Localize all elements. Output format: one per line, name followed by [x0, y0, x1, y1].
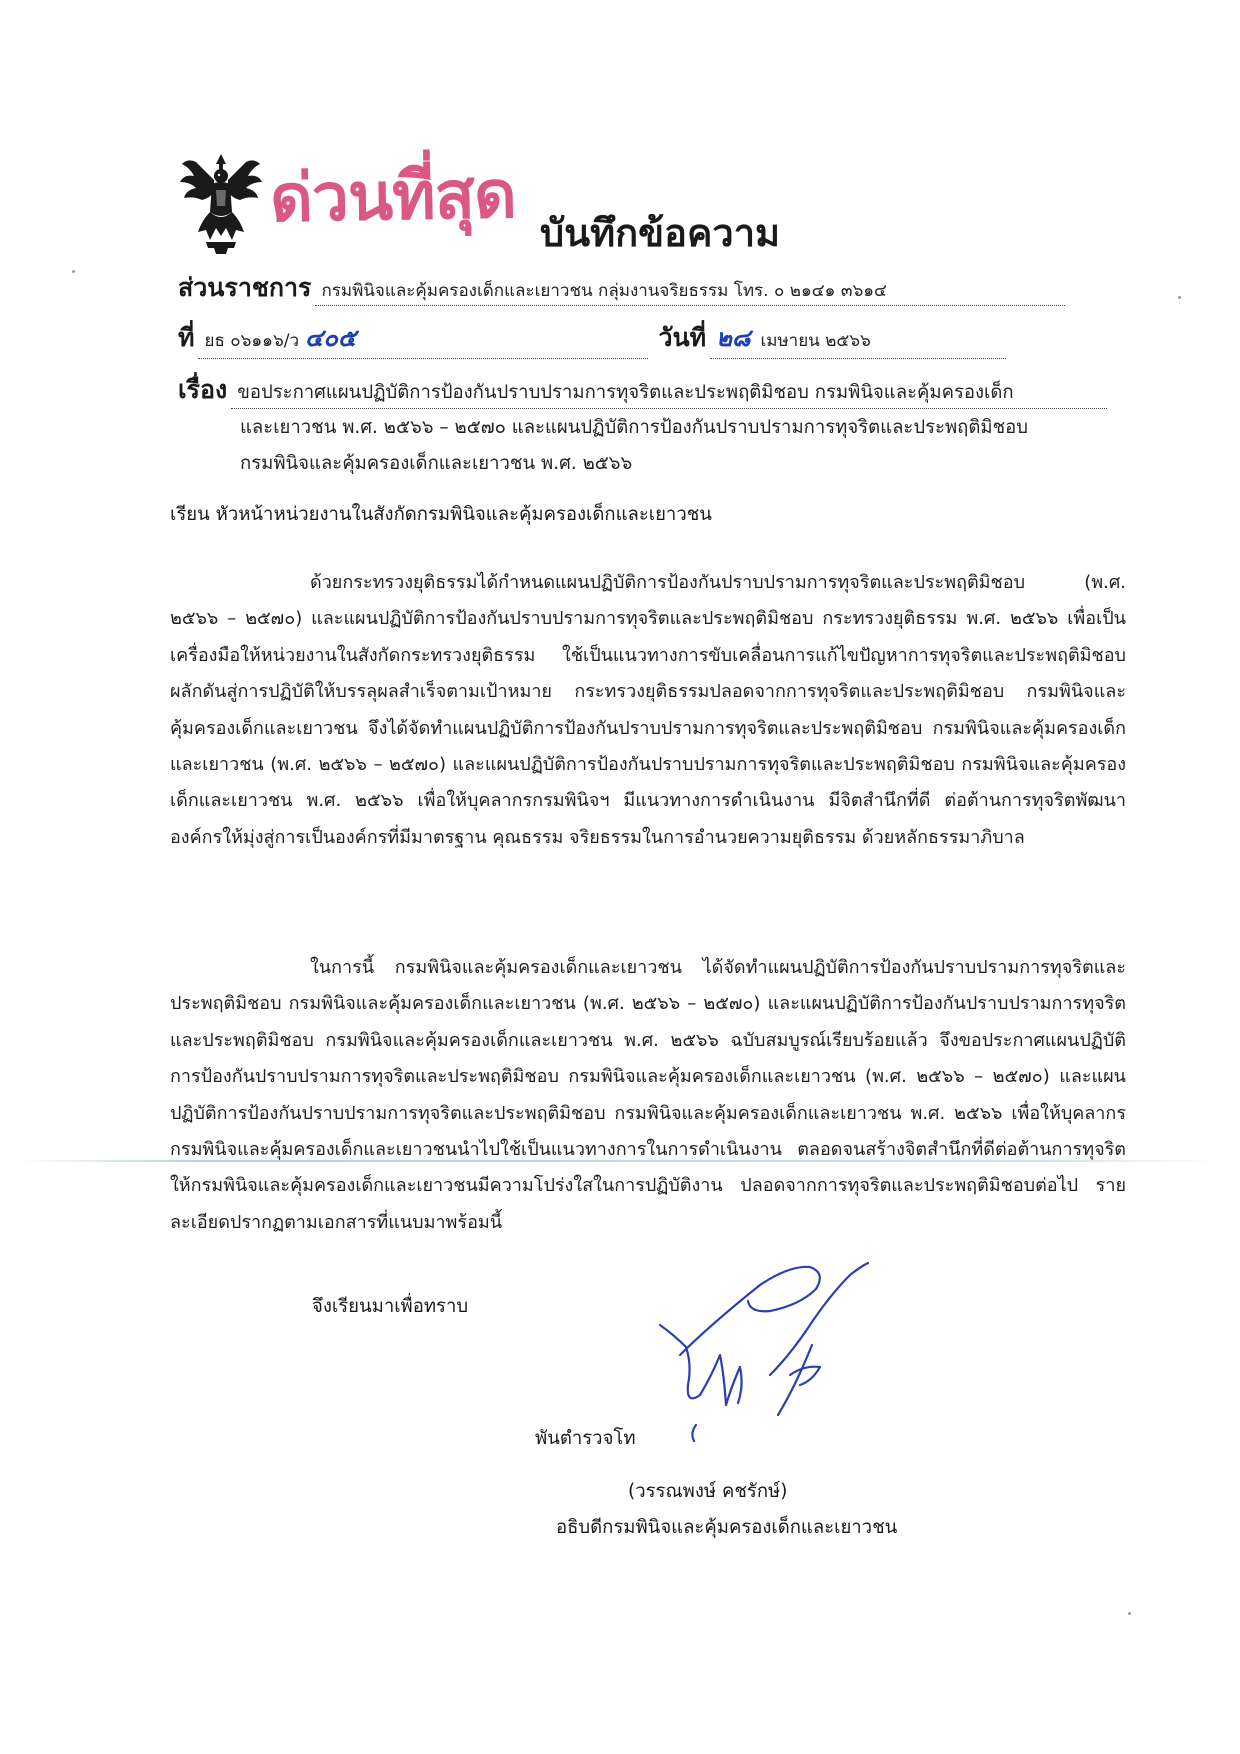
- subject-line-1: ขอประกาศแผนปฏิบัติการป้องกันปราบปรามการทุจริตและประพฤติมิชอบ กรมพินิจและคุ้มครองเด็ก: [231, 378, 1107, 409]
- number-value: ยธ ๐๖๑๑๖/ว: [204, 331, 300, 351]
- date-day-handwritten: ๒๘: [716, 323, 751, 352]
- closing-line: จึงเรียนมาเพื่อทราบ: [312, 1296, 469, 1317]
- garuda-emblem-icon: [176, 150, 266, 256]
- number-label: ที่: [178, 323, 195, 352]
- number-field: [198, 318, 648, 359]
- memo-title: บันทึกข้อความ: [540, 211, 781, 255]
- date-label: วันที่: [658, 323, 707, 352]
- subject-label: เรื่อง: [178, 375, 228, 404]
- date-rest: เมษายน ๒๕๖๖: [760, 331, 871, 351]
- number-date-row: [178, 318, 1006, 359]
- agency-row: [178, 268, 1065, 308]
- subject-line-2: และเยาวชน พ.ศ. ๒๕๖๖ – ๒๕๗๐ และแผนปฏิบัติการป้องกันปราบปรามการทุจริตและประพฤติมิชอบ: [240, 417, 1028, 438]
- signer-position: อธิบดีกรมพินิจและคุ้มครองเด็กและเยาวชน: [556, 1517, 898, 1538]
- body-paragraph-2: ในการนี้ กรมพินิจและคุ้มครองเด็กและเยาวชน ได้จัดทำแผนปฏิบัติการป้องกันปราบปรามการทุจริตและประพฤติมิชอบ กรมพินิจและคุ้มครองเด็กและเยาวชน (พ.ศ. ๒๕๖๖ – ๒๕๗๐) และแผนปฏิบัติการป้องกันปราบปรามการทุจริตและประพฤติมิชอบ กรมพินิจและคุ้มครองเด็กและเยาวชน พ.ศ. ๒๕๖๖ ฉบับสมบูรณ์เรียบร้อยแล้ว จึงขอประกาศแผนปฏิบัติการป้องกันปราบปรามการทุจริตและประพฤติมิชอบ กรมพินิจและคุ้มครองเด็กและเยาวชน (พ.ศ. ๒๕๖๖ – ๒๕๗๐) และแผนปฏิบัติการป้องกันปราบปรามการทุจริตและประพฤติมิชอบ กรมพินิจและคุ้มครองเด็กและเยาวชน พ.ศ. ๒๕๖๖ เพื่อให้บุคลากรกรมพินิจและคุ้มครองเด็กและเยาวชนนำไปใช้เป็นแนวทางการในการดำเนินงาน ตลอดจนสร้างจิตสำนึกที่ดีต่อต้านการทุจริต ให้กรมพินิจและคุ้มครองเด็กและเยาวชนมีความโปร่งใสในการปฏิบัติงาน ปลอดจากการทุจริตและประพฤติมิชอบต่อไป รายละเอียดปรากฏตามเอกสารที่แนบมาพร้อมนี้: [170, 957, 1126, 1233]
- date-field: [710, 318, 1006, 359]
- scan-speck: [72, 270, 75, 273]
- handwritten-signature: [640, 1255, 880, 1445]
- agency-label: ส่วนราชการ: [178, 273, 312, 302]
- signer-rank: พันตำรวจโท: [535, 1428, 636, 1449]
- signer-name: (วรรณพงษ์ คชรักษ์): [628, 1481, 788, 1502]
- subject-row: [178, 370, 1107, 410]
- number-handwritten: ๔๐๕: [305, 323, 357, 352]
- agency-value: กรมพินิจและคุ้มครองเด็กและเยาวชน กลุ่มงานจริยธรรม โทร. ๐ ๒๑๔๑ ๓๖๑๔: [315, 277, 1065, 306]
- scan-speck: [1178, 296, 1181, 299]
- body-paragraph-1: ด้วยกระทรวงยุติธรรมได้กำหนดแผนปฏิบัติการป้องกันปราบปรามการทุจริตและประพฤติมิชอบ (พ.ศ. ๒๕๖๖ – ๒๕๗๐) และแผนปฏิบัติการป้องกันปราบปรามการทุจริตและประพฤติมิชอบ กระทรวงยุติธรรม พ.ศ. ๒๕๖๖ เพื่อเป็นเครื่องมือให้หน่วยงานในสังกัดกระทรวงยุติธรรม ใช้เป็นแนวทางการขับเคลื่อนการแก้ไขปัญหาการทุจริตและประพฤติมิชอบ ผลักดันสู่การปฏิบัติให้บรรลุผลสำเร็จตามเป้าหมาย กระทรวงยุติธรรมปลอดจากการทุจริตและประพฤติมิชอบ กรมพินิจและคุ้มครองเด็กและเยาวชน จึงได้จัดทำแผนปฏิบัติการป้องกันปราบปรามการทุจริตและประพฤติมิชอบ กรมพินิจและคุ้มครองเด็กและเยาวชน (พ.ศ. ๒๕๖๖ – ๒๕๗๐) และแผนปฏิบัติการป้องกันปราบปรามการทุจริตและประพฤติมิชอบ กรมพินิจและคุ้มครองเด็กและเยาวชน พ.ศ. ๒๕๖๖ เพื่อให้บุคลากรกรมพินิจฯ มีแนวทางการดำเนินงาน มีจิตสำนึกที่ดี ต่อต้านการทุจริตพัฒนาองค์กรให้มุ่งสู่การเป็นองค์กรที่มีมาตรฐาน คุณธรรม จริยธรรมในการอำนวยความยุติธรรม ด้วยหลักธรรมาภิบาล: [170, 572, 1126, 848]
- salutation: เรียน หัวหน้าหน่วยงานในสังกัดกรมพินิจและคุ้มครองเด็กและเยาวชน: [170, 504, 712, 525]
- subject-line-3: กรมพินิจและคุ้มครองเด็กและเยาวชน พ.ศ. ๒๕๖๖: [240, 453, 633, 474]
- scan-speck: [1128, 1612, 1131, 1615]
- urgent-stamp: ด่วนที่สุด: [269, 154, 517, 238]
